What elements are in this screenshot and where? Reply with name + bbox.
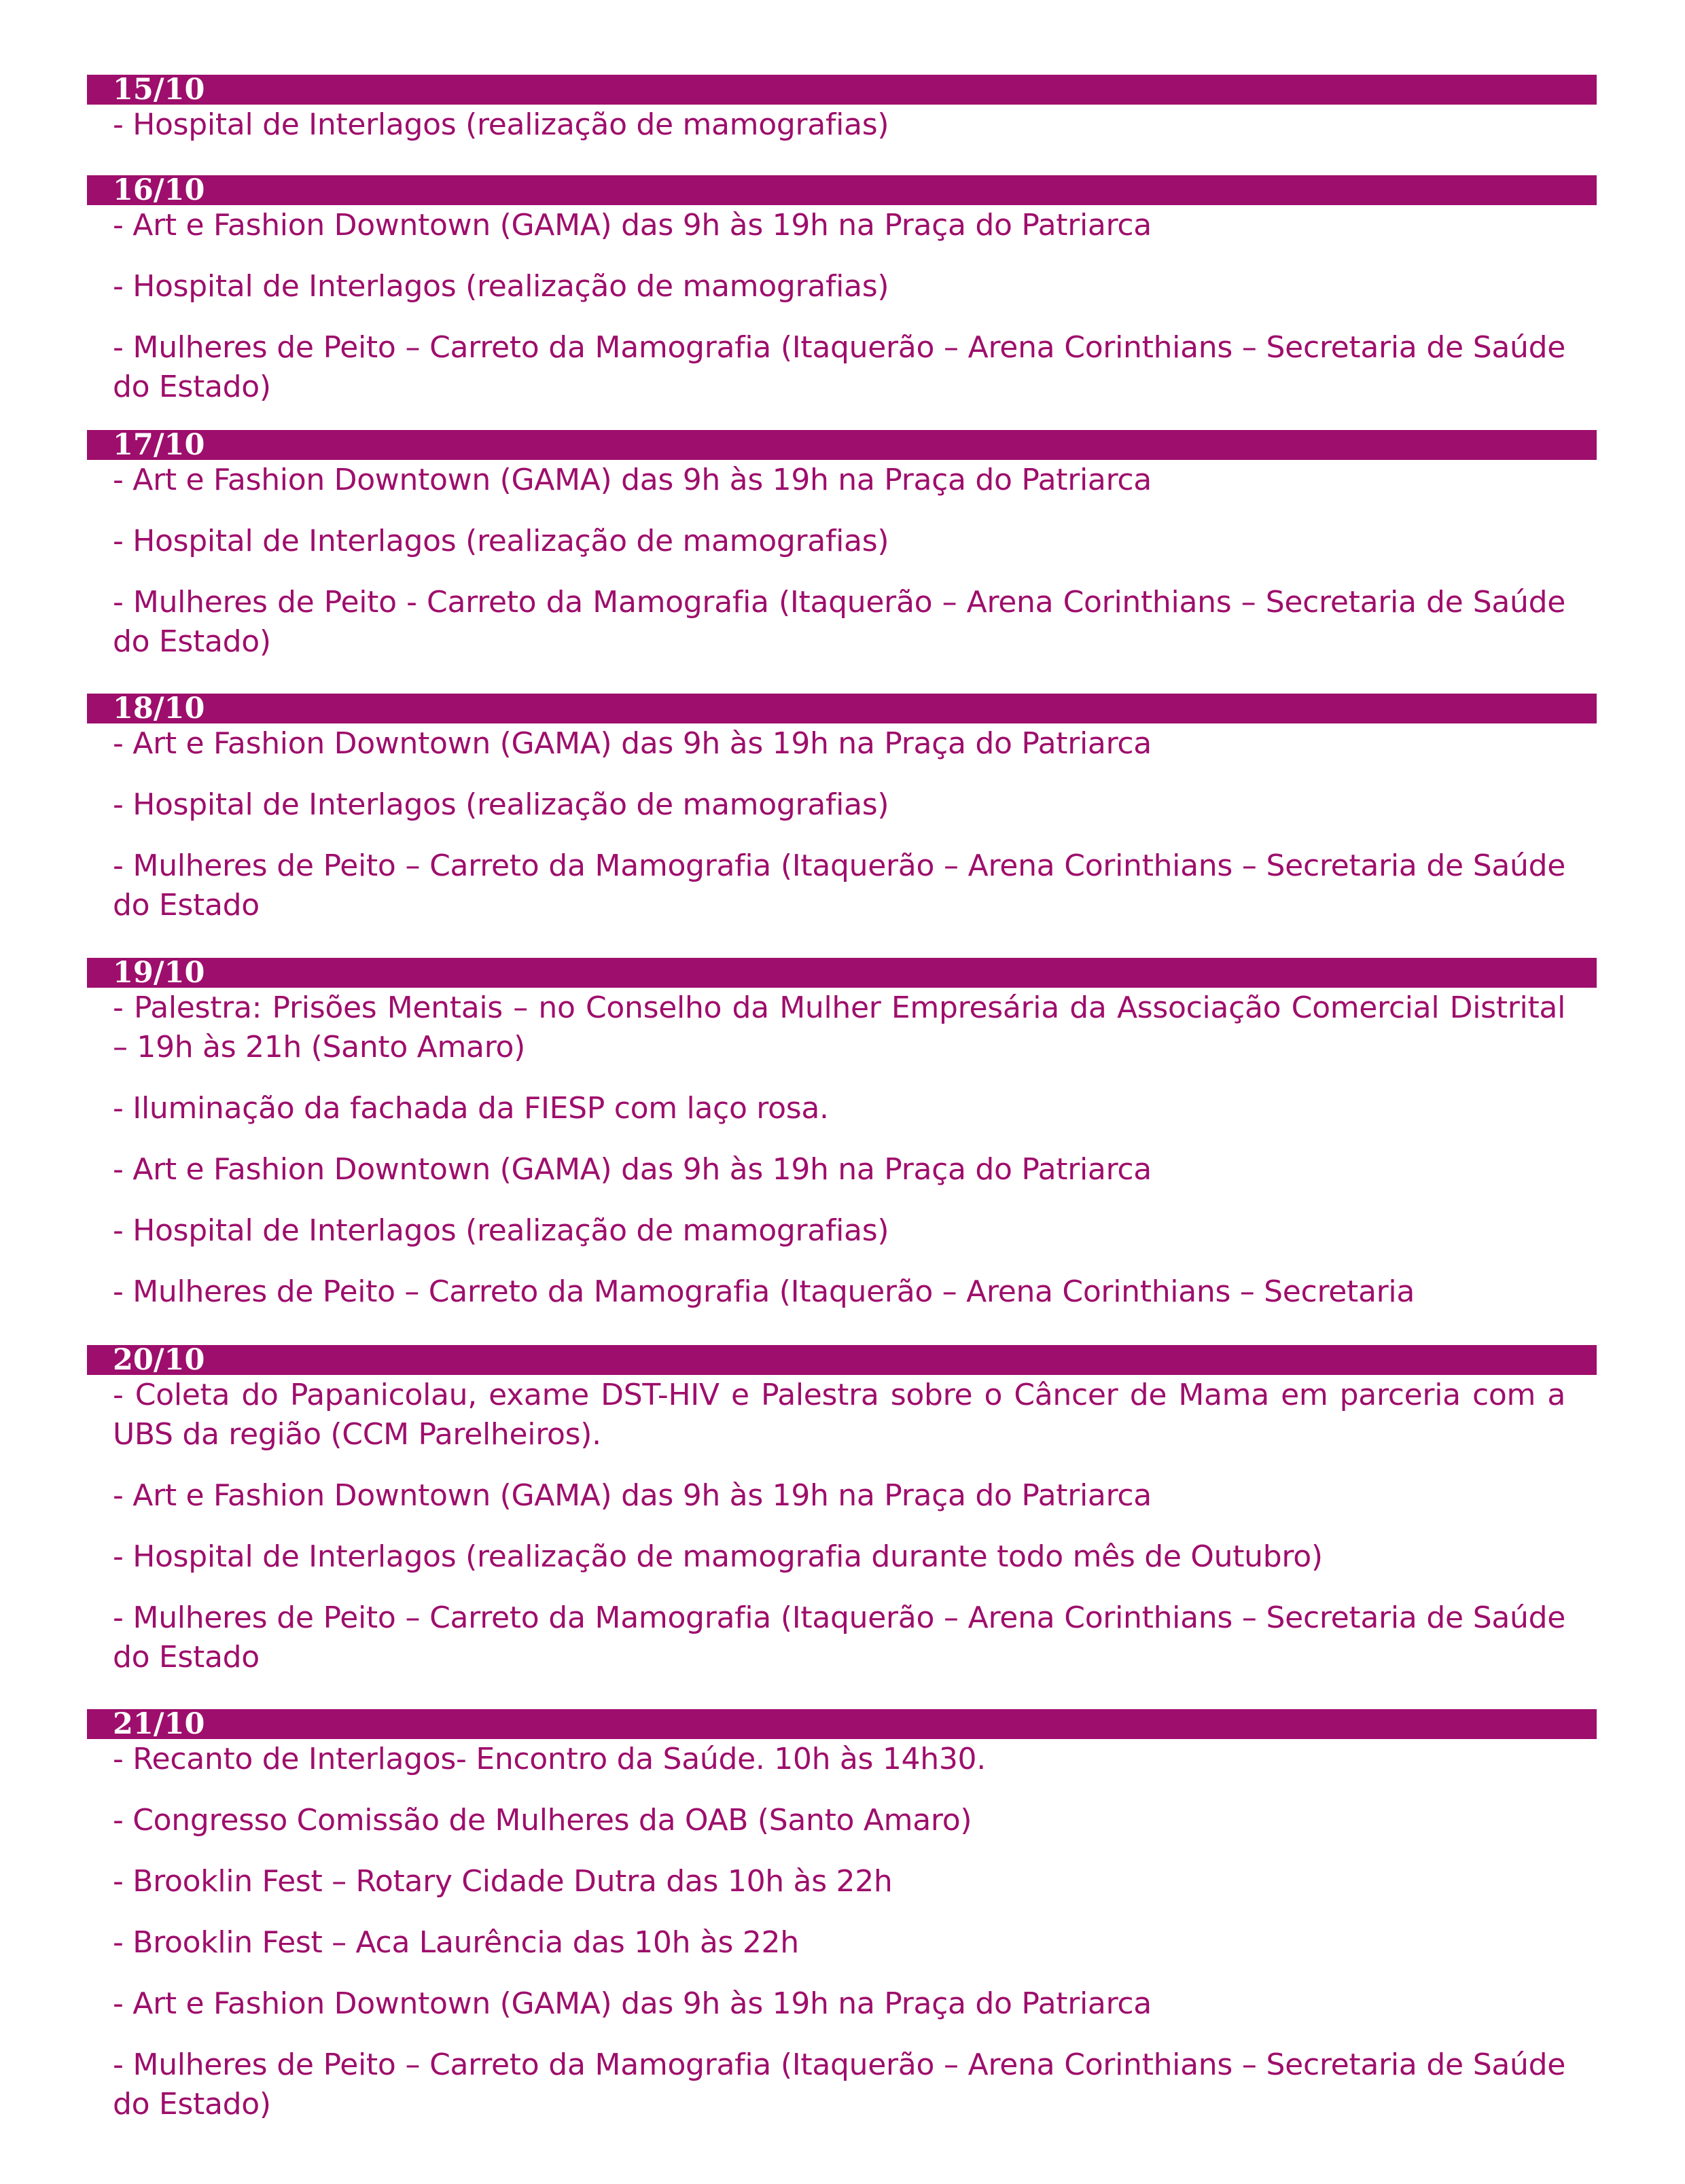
event-item: - Mulheres de Peito – Carreto da Mamografia (Itaquerão – Arena Corinthians – Secretaria de Saúde do Estado) bbox=[113, 330, 1565, 404]
event-item: - Recanto de Interlagos- Encontro da Saúde. 10h às 14h30. bbox=[113, 1742, 986, 1776]
event-list bbox=[87, 988, 1597, 1312]
day-section-21-10 bbox=[87, 1709, 1597, 2124]
date-header: 19/10 bbox=[87, 958, 1597, 988]
day-section-15-10 bbox=[87, 75, 1597, 145]
event-item: - Art e Fashion Downtown (GAMA) das 9h às 19h na Praça do Patriarca bbox=[113, 1152, 1152, 1187]
event-list bbox=[87, 724, 1597, 925]
event-item: - Art e Fashion Downtown (GAMA) das 9h às 19h na Praça do Patriarca bbox=[113, 1478, 1152, 1513]
event-item: - Mulheres de Peito - Carreto da Mamografia (Itaquerão – Arena Corinthians – Secretaria de Saúde do Estado) bbox=[113, 585, 1565, 659]
event-item: - Art e Fashion Downtown (GAMA) das 9h às 19h na Praça do Patriarca bbox=[113, 1986, 1152, 2021]
event-list bbox=[87, 105, 1597, 145]
day-section-16-10 bbox=[87, 175, 1597, 407]
event-item: - Art e Fashion Downtown (GAMA) das 9h às 19h na Praça do Patriarca bbox=[113, 463, 1152, 497]
day-section-17-10 bbox=[87, 430, 1597, 662]
event-item: - Congresso Comissão de Mulheres da OAB (Santo Amaro) bbox=[113, 1803, 972, 1838]
event-list bbox=[87, 1740, 1597, 2124]
event-item: - Palestra: Prisões Mentais – no Conselho da Mulher Empresária da Associação Comercial Distrital – 19h às 21h (Santo Amaro) bbox=[113, 990, 1565, 1064]
event-item: - Art e Fashion Downtown (GAMA) das 9h às 19h na Praça do Patriarca bbox=[113, 726, 1152, 761]
date-header: 21/10 bbox=[87, 1709, 1597, 1739]
event-item: - Brooklin Fest – Aca Laurência das 10h às 22h bbox=[113, 1925, 799, 1960]
event-item: - Coleta do Papanicolau, exame DST-HIV e Palestra sobre o Câncer de Mama em parceria com a UBS da região (CCM Parelheiros). bbox=[113, 1378, 1565, 1452]
event-item: - Mulheres de Peito – Carreto da Mamografia (Itaquerão – Arena Corinthians – Secretaria de Saúde do Estado) bbox=[113, 2047, 1565, 2122]
event-item: - Hospital de Interlagos (realização de mamografias) bbox=[113, 524, 889, 558]
event-item: - Art e Fashion Downtown (GAMA) das 9h às 19h na Praça do Patriarca bbox=[113, 208, 1152, 243]
event-item: - Hospital de Interlagos (realização de mamografias) bbox=[113, 787, 889, 822]
day-section-18-10 bbox=[87, 694, 1597, 925]
event-item: - Mulheres de Peito – Carreto da Mamografia (Itaquerão – Arena Corinthians – Secretaria de Saúde do Estado bbox=[113, 1600, 1565, 1675]
event-item: - Hospital de Interlagos (realização de mamografias) bbox=[113, 269, 889, 304]
event-item: - Hospital de Interlagos (realização de mamografia durante todo mês de Outubro) bbox=[113, 1539, 1323, 1574]
event-list bbox=[87, 461, 1597, 662]
date-header: 16/10 bbox=[87, 175, 1597, 205]
event-list bbox=[87, 1376, 1597, 1677]
event-list bbox=[87, 206, 1597, 407]
date-header: 20/10 bbox=[87, 1345, 1597, 1375]
date-header: 15/10 bbox=[87, 75, 1597, 105]
day-section-19-10 bbox=[87, 958, 1597, 1312]
day-section-20-10 bbox=[87, 1345, 1597, 1677]
event-item: - Hospital de Interlagos (realização de mamografias) bbox=[113, 1213, 889, 1248]
event-item: - Brooklin Fest – Rotary Cidade Dutra das 10h às 22h bbox=[113, 1864, 893, 1899]
event-item: - Hospital de Interlagos (realização de mamografias) bbox=[113, 107, 889, 142]
date-header: 17/10 bbox=[87, 430, 1597, 460]
event-item: - Mulheres de Peito – Carreto da Mamografia (Itaquerão – Arena Corinthians – Secretaria de Saúde do Estado bbox=[113, 848, 1565, 923]
event-item: - Mulheres de Peito – Carreto da Mamografia (Itaquerão – Arena Corinthians – Secretaria bbox=[113, 1274, 1415, 1309]
event-item: - Iluminação da fachada da FIESP com laço rosa. bbox=[113, 1091, 829, 1126]
date-header: 18/10 bbox=[87, 694, 1597, 723]
